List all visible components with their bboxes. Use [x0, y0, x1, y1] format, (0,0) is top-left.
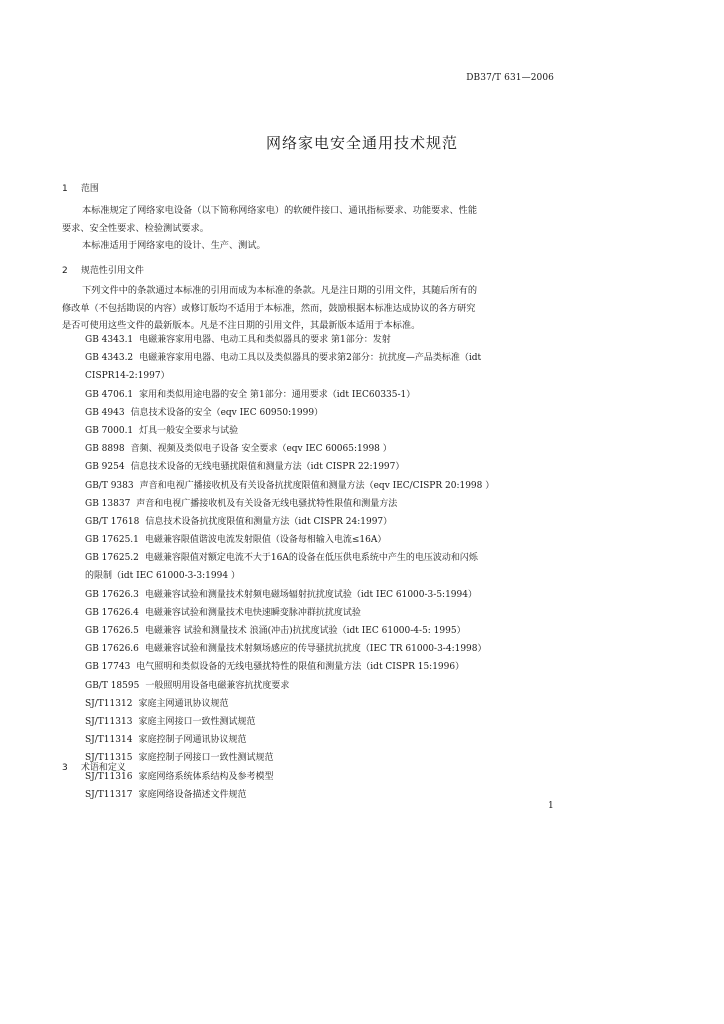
- normative-paragraph: [62, 282, 552, 335]
- section-title: 范围: [80, 184, 99, 194]
- page-number: 1: [548, 801, 554, 811]
- document-title: 网络家电安全通用技术规范: [265, 134, 458, 152]
- section-number: 3: [62, 763, 68, 773]
- reference-item-continuation: 的限制（idt IEC 61000-3-3:1994 ）: [85, 571, 240, 582]
- paragraph-line: 本标准规定了网络家电设备（以下简称网络家电）的软硬件接口、通讯指标要求、功能要求、性能: [82, 205, 478, 216]
- scope-paragraph: [62, 202, 552, 255]
- reference-item: GB/T 9383 声音和电视广播接收机及有关设备抗扰度限值和测量方法（eqv IEC/CISPR 20:1998 ）: [85, 480, 495, 491]
- reference-item: GB 4943 信息技术设备的安全（eqv IEC 60950:1999）: [85, 407, 324, 418]
- section-number: 1: [62, 184, 68, 194]
- reference-item: GB 17625.2 电磁兼容限值对额定电流不大于16A的设备在低压供电系统中产生的电压波动和闪烁: [85, 553, 478, 564]
- reference-item: GB 8898 音频、视频及类似电子设备 安全要求（eqv IEC 60065:1998 ）: [85, 444, 392, 455]
- reference-item-continuation: CISPR14-2:1997）: [85, 371, 170, 382]
- section-heading-scope: [62, 181, 99, 194]
- section-title: 规范性引用文件: [80, 266, 144, 276]
- reference-item: GB 13837 声音和电视广播接收机及有关设备无线电骚扰特性限值和测量方法: [85, 498, 398, 509]
- reference-item: GB 17626.3 电磁兼容试验和测量技术射频电磁场辐射抗扰度试验（idt IEC 61000-3-5:1994）: [85, 589, 477, 600]
- reference-item: GB 9254 信息技术设备的无线电骚扰限值和测量方法（idt CISPR 22:1997）: [85, 462, 405, 473]
- paragraph-line: 是否可使用这些文件的最新版本。凡是不注日期的引用文件，其最新版本适用于本标准。: [62, 320, 421, 331]
- reference-item: GB 17626.6 电磁兼容试验和测量技术射频场感应的传导骚扰抗扰度（IEC TR 61000-3-4:1998）: [85, 644, 487, 655]
- reference-item: GB 17625.1 电磁兼容限值谐波电流发射限值（设备每相输入电流≤16A）: [85, 535, 387, 546]
- section-title: 术语和定义: [80, 763, 126, 773]
- section-heading-normative: [62, 263, 144, 276]
- paragraph-line: 修改单（不包括勘误的内容）或修订版均不适用于本标准，然而，鼓励根据本标准达成协议的各方研究: [62, 302, 476, 314]
- section-heading-terms: [62, 760, 126, 773]
- reference-item: GB 17626.5 电磁兼容 试验和测量技术 浪涌(冲击)抗扰度试验（idt IEC 61000-4-5: 1995）: [85, 626, 466, 636]
- reference-item: GB 17743 电气照明和类似设备的无线电骚扰特性的限值和测量方法（idt CISPR 15:1996）: [85, 662, 465, 673]
- reference-item: GB 17626.4 电磁兼容试验和测量技术电快速瞬变脉冲群抗扰度试验: [85, 607, 361, 618]
- reference-item: GB 4343.1 电磁兼容家用电器、电动工具和类似器具的要求 第1部分：发射: [85, 335, 391, 345]
- paragraph-line: 下列文件中的条款通过本标准的引用而成为本标准的条款。凡是注日期的引用文件，其随后所有的: [82, 285, 478, 296]
- reference-list: [85, 331, 494, 804]
- reference-item: SJ/T11312 家庭主网通讯协议规范: [85, 698, 229, 709]
- section-number: 2: [62, 266, 68, 276]
- reference-item: GB/T 17618 信息技术设备抗扰度限值和测量方法（idt CISPR 24:1997）: [85, 516, 393, 527]
- reference-item: GB 4706.1 家用和类似用途电器的安全 第1部分：通用要求（idt IEC60335-1）: [85, 389, 416, 400]
- document-code: DB37/T 631—2006: [466, 73, 554, 83]
- reference-item: SJ/T11313 家庭主网接口一致性测试规范: [85, 716, 256, 727]
- reference-item: SJ/T11315 家庭控制子网接口一致性测试规范: [85, 753, 274, 764]
- reference-item: GB 4343.2 电磁兼容家用电器、电动工具以及类似器具的要求第2部分：抗扰度—产品类标准（idt: [85, 353, 482, 364]
- reference-item: SJ/T11317 家庭网络设备描述文件规范: [85, 789, 247, 800]
- reference-item: GB 7000.1 灯具一般安全要求与试验: [85, 425, 239, 436]
- paragraph-line: 要求、安全性要求、检验测试要求。: [62, 222, 209, 234]
- reference-item: GB/T 18595 一般照明用设备电磁兼容抗扰度要求: [85, 680, 290, 691]
- reference-item: SJ/T11316 家庭网络系统体系结构及参考模型: [85, 771, 274, 782]
- reference-item: SJ/T11314 家庭控制子网通讯协议规范: [85, 735, 247, 746]
- paragraph-line: 本标准适用于网络家电的设计、生产、测试。: [82, 240, 266, 251]
